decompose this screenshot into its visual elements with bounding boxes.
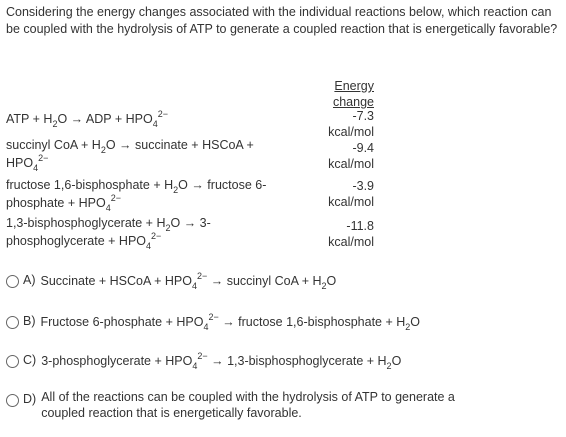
choice-text-c: 3-phosphoglycerate + $HPO_4^{2-}$ → 1,3-bisphosphoglycerate + $H_2O$: [41, 350, 402, 371]
choice-a[interactable]: [6, 270, 337, 291]
energy-header: [306, 78, 374, 110]
question-text: Considering the energy changes associated with the individual reactions below, which reaction can be coupled with the hydrolysis of ATP to generate a coupled reaction that is energetically favorable?: [6, 5, 558, 36]
choice-letter-b: B): [23, 314, 36, 328]
radio-d[interactable]: [6, 394, 19, 407]
energy-row-2: [306, 140, 374, 172]
choice-c[interactable]: [6, 350, 402, 371]
energy-row-4: [306, 218, 374, 250]
choice-letter-d: D): [23, 392, 37, 406]
reaction-row-2: succinyl CoA + $H_2O$ → succinate + HSCoA + $HPO_4^{2-}$: [6, 138, 254, 173]
energy-unit-2: kcal/mol: [328, 157, 374, 171]
energy-value-3: -3.9: [352, 179, 374, 193]
choice-d[interactable]: [6, 389, 455, 421]
reaction-row-4: 1,3-bisphosphoglycerate + $H_2O \to 3-$ phosphoglycerate + $HPO_4^{2-}$: [6, 216, 211, 251]
choice-text-b: Fructose 6-phosphate + $HPO_4^{2-}$ → fructose 1,6-bisphosphate + $H_2O$: [40, 311, 421, 332]
choice-b[interactable]: [6, 311, 421, 332]
radio-b[interactable]: [6, 316, 19, 329]
energy-row-1: [306, 108, 374, 140]
choice-text-d: All of the reactions can be coupled with the hydrolysis of ATP to generate a coupled reaction that is energetically favorable.: [41, 390, 455, 420]
radio-a[interactable]: [6, 275, 19, 288]
energy-header-line1: Energy: [334, 79, 374, 93]
energy-value-1: -7.3: [352, 109, 374, 123]
reaction-row-1: ATP + $H_2O$ → ADP + $HPO_4^{2-}$: [6, 108, 169, 129]
energy-row-3: [306, 178, 374, 210]
reaction-row-3: fructose 1,6-bisphosphate + $H_2O$ → fructose 6- phosphate + $HPO_4^{2-}$: [6, 178, 267, 213]
choice-text-a: Succinate + HSCoA + $HPO_4^{2-}$ → succinyl CoA + $H_2O$: [40, 270, 337, 291]
choice-letter-a: A): [23, 273, 36, 287]
energy-unit-1: kcal/mol: [328, 125, 374, 139]
energy-unit-3: kcal/mol: [328, 195, 374, 209]
choice-letter-c: C): [23, 353, 37, 367]
energy-unit-4: kcal/mol: [328, 235, 374, 249]
energy-header-line2: change: [332, 95, 374, 109]
energy-value-4: -11.8: [346, 219, 374, 233]
radio-c[interactable]: [6, 355, 19, 368]
energy-value-2: -9.4: [352, 141, 374, 155]
